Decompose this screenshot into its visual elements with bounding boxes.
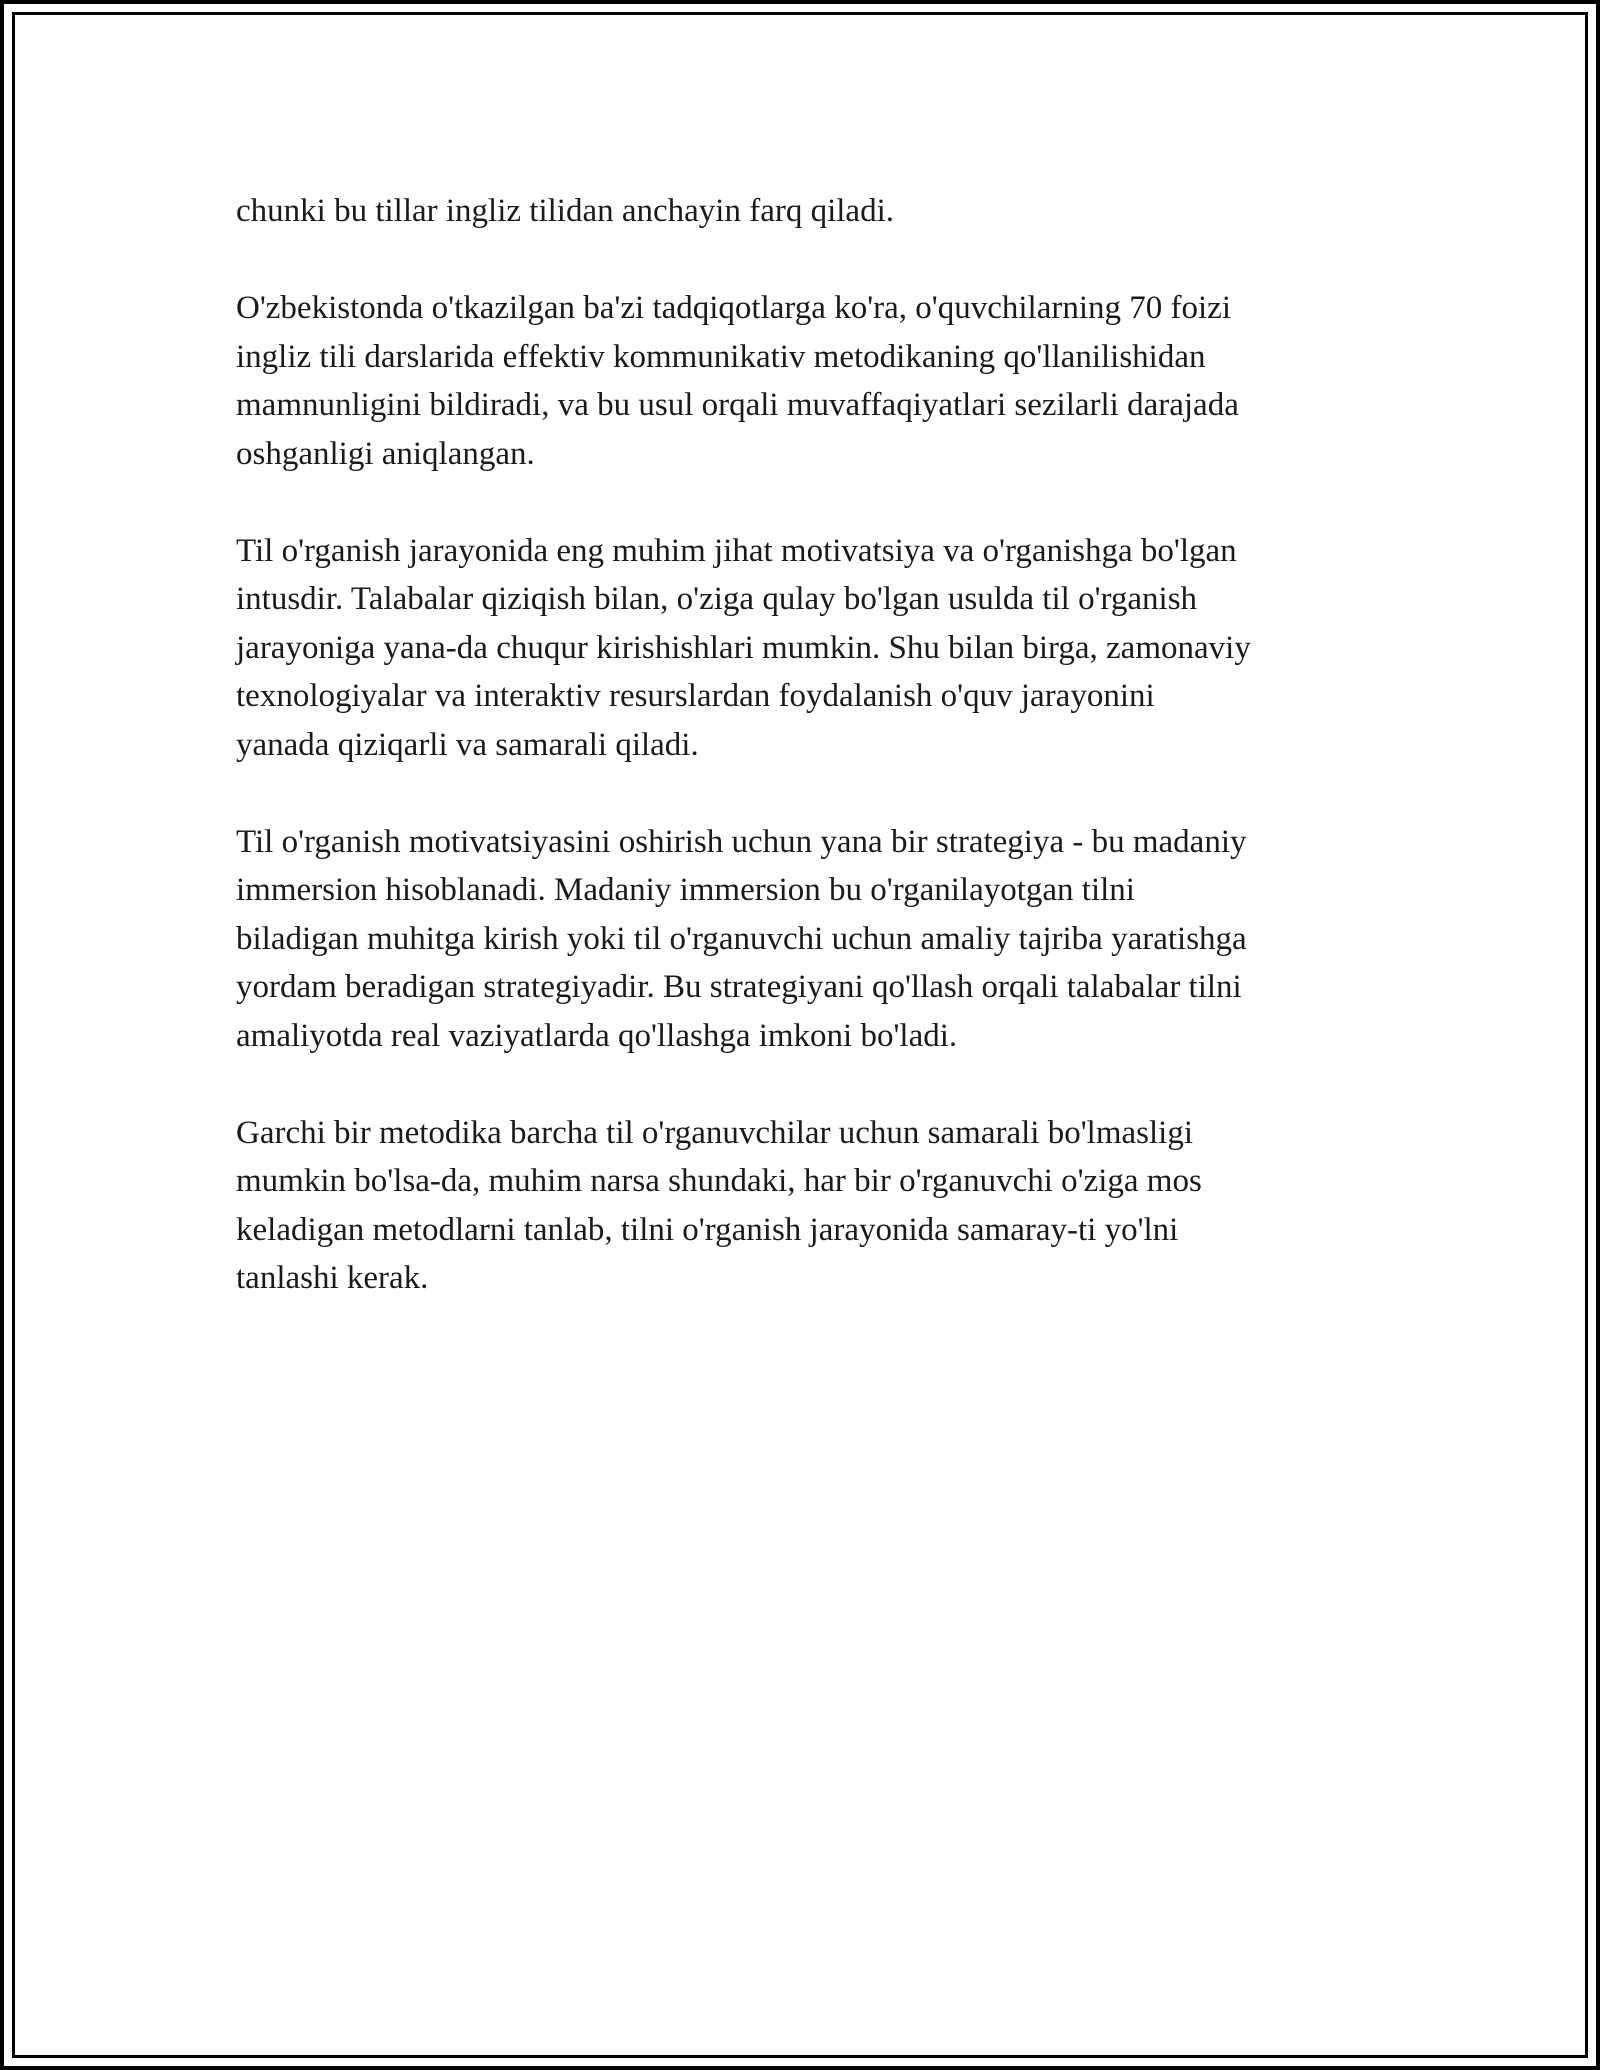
paragraph: chunki bu tillar ingliz tilidan anchayin farq qiladi. — [236, 193, 894, 229]
paragraph: Til o'rganish motivatsiyasini oshirish uchun yana bir strategiya - bu madaniy immersion hisoblanadi. Madaniy immersion bu o'rganilayotgan tilni biladigan muhitga kirish yoki til o'rganuvchi uchun amaliy tajriba yaratishga yordam beradigan strategiyadir. Bu strategiyani qo'llash orqali talabalar tilni amaliyotda real vaziyatlarda qo'llashga imkoni bo'ladi. — [236, 823, 1247, 1054]
paragraph: O'zbekistonda o'tkazilgan ba'zi tadqiqotlarga ko'ra, o'quvchilarning 70 foizi ingliz tili darslarida effektiv kommunikativ metodikaning qo'llanilishidan mamnunligini bildiradi, va bu usul orqali muvaffaqiyatlari sezilarli darajada oshganligi aniqlangan. — [236, 290, 1239, 472]
paragraph: Garchi bir metodika barcha til o'rganuvchilar uchun samarali bo'lmasligi mumkin bo'lsa-da, muhim narsa shundaki, har bir o'rganuvchi o'ziga mos keladigan metodlarni tanlab, tilni o'rganish jarayonida samaray-ti yo'lni tanlashi kerak. — [236, 1114, 1202, 1296]
document-body — [236, 187, 1386, 1351]
paragraph: Til o'rganish jarayonida eng muhim jihat motivatsiya va o'rganishga bo'lgan intusdir. Talabalar qiziqish bilan, o'ziga qulay bo'lgan usulda til o'rganish jarayoniga yana-da chuqur kirishishlari mumkin. Shu bilan birga, zamonaviy texnologiyalar va interaktiv resurslardan foydalanish o'quv jarayonini yanada qiziqarli va samarali qiladi. — [236, 532, 1251, 763]
